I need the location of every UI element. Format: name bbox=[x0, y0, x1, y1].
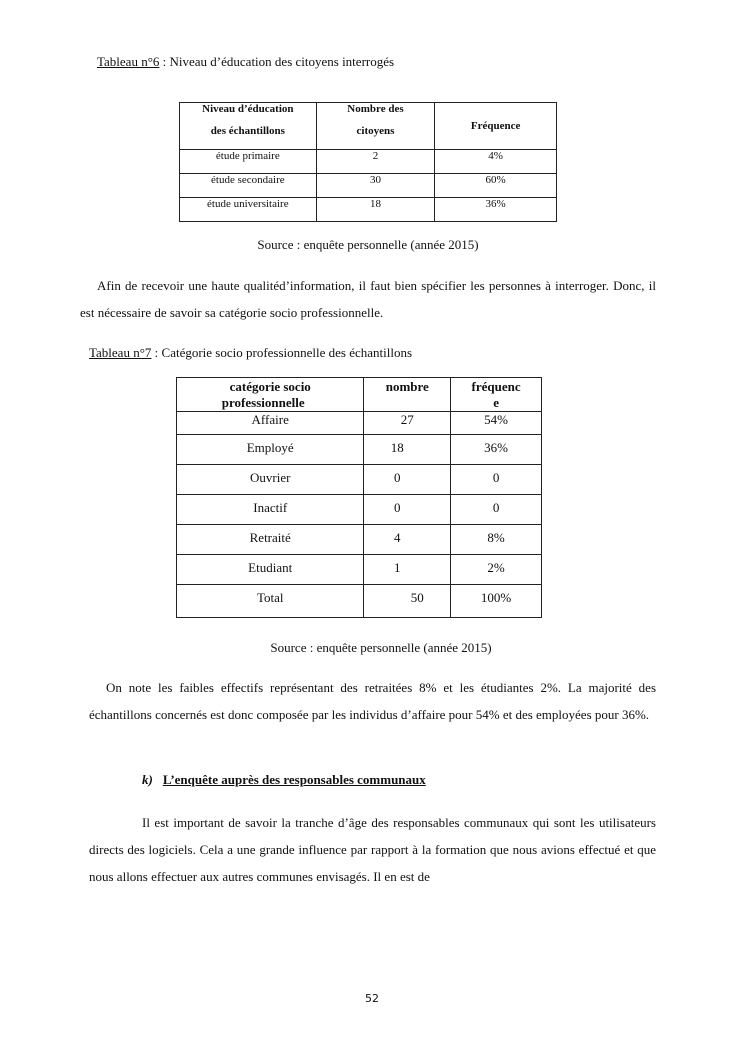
table6-source: Source : enquête personnelle (année 2015) bbox=[257, 237, 479, 252]
table7-cell-category: Etudiant bbox=[177, 555, 364, 585]
table6-header-level-line1: Niveau d’éducation bbox=[202, 103, 294, 115]
table-row bbox=[177, 412, 542, 435]
table6-cell-level: étude universitaire bbox=[180, 198, 317, 222]
table7-cell-count: 0 bbox=[364, 465, 451, 495]
paragraph-1: Afin de recevoir une haute qualitéd’information, il faut bien spécifier les personnes à interroger. Donc, il est nécessaire de savoir sa catégorie socio professionnelle. bbox=[80, 278, 656, 320]
table6-caption-label: Tableau n°6 bbox=[97, 54, 160, 69]
table6-caption bbox=[97, 54, 394, 70]
table7-cell-freq: 2% bbox=[451, 555, 542, 585]
table7-header-count: nombre bbox=[364, 378, 451, 412]
table-row bbox=[177, 465, 542, 495]
table7-header-category bbox=[177, 378, 364, 412]
table6-cell-freq: 36% bbox=[435, 198, 557, 222]
table6-header-row bbox=[180, 103, 557, 150]
paragraph-3: Il est important de savoir la tranche d’âge des responsables communaux qui sont les utilisateurs directs des logiciels. Cela a une grande influence par rapport à la formation que nous avions effectué et que nous allons effectuer aux autres communes envisagés. Il en est de bbox=[89, 815, 656, 884]
table-row bbox=[177, 555, 542, 585]
table-row bbox=[177, 495, 542, 525]
table-row bbox=[180, 174, 557, 198]
table7-cell-category: Affaire bbox=[177, 412, 364, 435]
table7-header-category-line2: professionnelle bbox=[221, 395, 305, 410]
table7-cell-freq: 36% bbox=[451, 435, 542, 465]
table7-cell-category: Employé bbox=[177, 435, 364, 465]
table7-cell-category: Retraité bbox=[177, 525, 364, 555]
table6-cell-count: 30 bbox=[316, 174, 435, 198]
table6-header-level bbox=[180, 103, 317, 150]
table-row bbox=[180, 150, 557, 174]
table7-cell-count: 50 bbox=[364, 585, 451, 618]
table7-cell-count: 1 bbox=[364, 555, 451, 585]
table6-header-freq: Fréquence bbox=[435, 103, 557, 150]
table7-cell-category: Total bbox=[177, 585, 364, 618]
table7 bbox=[176, 377, 542, 618]
table7-cell-count: 4 bbox=[364, 525, 451, 555]
table7-cell-count: 18 bbox=[364, 435, 451, 465]
table-row bbox=[177, 435, 542, 465]
table7-header-freq-line2: e bbox=[493, 395, 499, 410]
table6-header-count-line2: citoyens bbox=[356, 125, 395, 137]
table7-cell-count: 0 bbox=[364, 495, 451, 525]
table7-total-row bbox=[177, 585, 542, 618]
table7-header-freq-line1: fréquenc bbox=[471, 379, 521, 394]
table7-cell-freq: 54% bbox=[451, 412, 542, 435]
table7-caption-text: : Catégorie socio professionnelle des échantillons bbox=[151, 345, 413, 360]
table6-header-level-line2: des échantillons bbox=[210, 125, 285, 137]
table6-header-count bbox=[316, 103, 435, 150]
table6-cell-level: étude primaire bbox=[180, 150, 317, 174]
table7-cell-category: Inactif bbox=[177, 495, 364, 525]
table6-header-count-line1: Nombre des bbox=[347, 103, 404, 115]
table6 bbox=[179, 102, 557, 222]
section-k-title: L’enquête auprès des responsables communaux bbox=[162, 772, 426, 787]
section-k-marker: k) bbox=[142, 772, 153, 787]
table7-header-category-line1: catégorie socio bbox=[229, 379, 311, 394]
table6-cell-count: 18 bbox=[316, 198, 435, 222]
table7-caption bbox=[89, 345, 412, 361]
table6-cell-level: étude secondaire bbox=[180, 174, 317, 198]
section-k-heading bbox=[142, 772, 426, 788]
paragraph-2: On note les faibles effectifs représentant des retraitées 8% et les étudiantes 2%. La majorité des échantillons concernés est donc composée par les individus d’affaire pour 54% et des employées pour 36%. bbox=[89, 680, 656, 722]
table7-cell-freq: 0 bbox=[451, 465, 542, 495]
table6-cell-freq: 60% bbox=[435, 174, 557, 198]
table7-caption-label: Tableau n°7 bbox=[89, 345, 152, 360]
table7-header-freq bbox=[451, 378, 542, 412]
table7-cell-freq: 100% bbox=[451, 585, 542, 618]
table7-header-row bbox=[177, 378, 542, 412]
table6-caption-text: : Niveau d’éducation des citoyens interrogés bbox=[159, 54, 395, 69]
table6-cell-freq: 4% bbox=[435, 150, 557, 174]
table-row bbox=[177, 525, 542, 555]
table7-source: Source : enquête personnelle (année 2015) bbox=[270, 640, 492, 655]
table-row bbox=[180, 198, 557, 222]
table6-cell-count: 2 bbox=[316, 150, 435, 174]
table7-cell-count: 27 bbox=[364, 412, 451, 435]
table7-cell-category: Ouvrier bbox=[177, 465, 364, 495]
table7-cell-freq: 0 bbox=[451, 495, 542, 525]
page-number: 52 bbox=[365, 992, 379, 1005]
table7-cell-freq: 8% bbox=[451, 525, 542, 555]
